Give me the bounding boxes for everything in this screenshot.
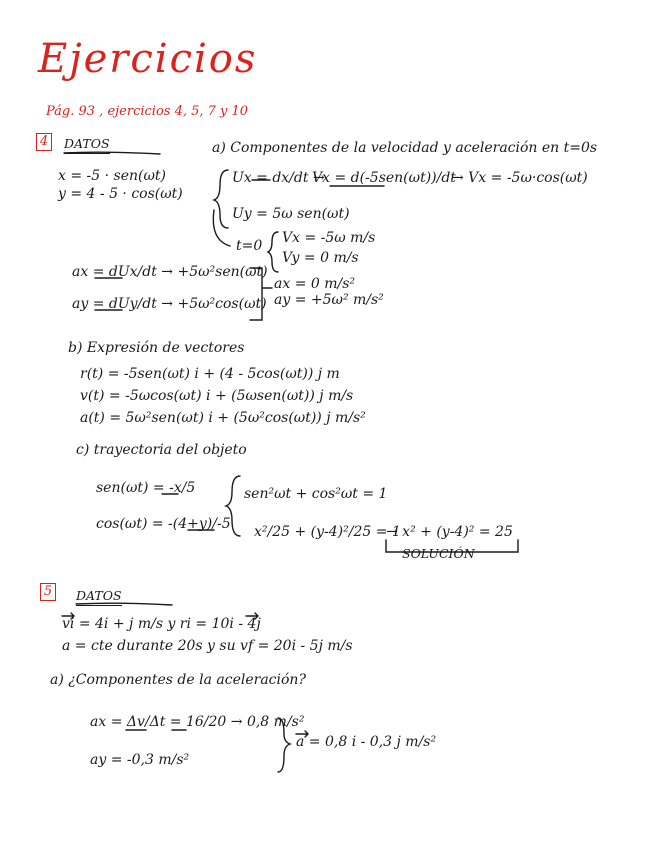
- ex4-vy-equation: Uy = 5ω sen(ωt): [232, 206, 350, 222]
- ex4-accel-bracket: [250, 268, 262, 320]
- ex5-ay-equation: ay = -0,3 m/s²: [90, 752, 190, 768]
- ex5-part-a-heading: a) ¿Componentes de la aceleración?: [50, 672, 306, 688]
- ex4-part-a-heading: a) Componentes de la velocidad y aceleración en t=0s: [212, 140, 598, 156]
- ex4-acceleration-vector: a(t) = 5ω²sen(ωt) i + (5ω²cos(ωt)) j m/s²: [80, 410, 366, 426]
- ex4-x-equation: x = -5 · sen(ωt): [58, 168, 166, 184]
- ex4-trig-identity: sen²ωt + cos²ωt = 1: [244, 486, 388, 502]
- ex5-ax-equation: ax = Δv/Δt = 16/20 → 0,8 m/s²: [90, 714, 305, 730]
- ex4-solution-label: SOLUCIÓN: [402, 546, 475, 561]
- ex4-solution-underline: [386, 540, 518, 552]
- ex4-part-c-heading: c) trayectoria del objeto: [76, 442, 247, 458]
- ex5-constant-acceleration: a = cte durante 20s y su vf = 20i - 5j m/s: [62, 638, 353, 654]
- ex5-accel-brace: [278, 718, 290, 772]
- ex4-trajectory-brace: [226, 476, 240, 536]
- ex4-t0-label: t=0: [236, 238, 263, 254]
- ex4-datos-label: DATOS: [64, 136, 110, 154]
- exercise-4-number: 4: [36, 133, 52, 151]
- ex4-ax-equation: ax = dUx/dt → +5ω²sen(ωt): [72, 264, 268, 280]
- ex4-t0-brace: [268, 232, 278, 272]
- exercise-5-number: 5: [40, 583, 56, 601]
- ex4-vx-at-t0: Vx = -5ω m/s: [282, 230, 376, 246]
- ex4-velocity-brace: [214, 170, 228, 228]
- ex4-vx-definition: Ux = dx/dt →: [232, 170, 325, 186]
- ex5-acceleration-vector: a = 0,8 i - 0,3 j m/s²: [296, 734, 437, 750]
- page-title: Ejercicios: [38, 36, 258, 82]
- ex4-cos-equation: cos(ωt) = -(4+y)/-5: [96, 516, 231, 532]
- ex4-y-equation: y = 4 - 5 · cos(ωt): [58, 186, 183, 202]
- ex4-ax-at-t0: ax = 0 m/s²: [274, 276, 356, 292]
- ex4-datos-underline: [64, 152, 160, 154]
- page-subtitle: Pág. 93 , ejercicios 4, 5, 7 y 10: [46, 104, 249, 119]
- ex4-position-vector: r(t) = -5sen(ωt) i + (4 - 5cos(ωt)) j m: [80, 366, 340, 382]
- ex5-datos-underline: [76, 603, 172, 605]
- ex4-vy-at-t0: Vy = 0 m/s: [282, 250, 359, 266]
- ex4-part-b-heading: b) Expresión de vectores: [68, 340, 245, 356]
- ex5-datos-label: DATOS: [76, 588, 122, 606]
- ex5-initial-velocity: vi = 4i + j m/s y ri = 10i - 4j: [62, 616, 261, 632]
- ex4-vx-derivative: Vx = d(-5sen(ωt))/dt: [312, 170, 456, 186]
- ex4-vx-result: → Vx = -5ω·cos(ωt): [452, 170, 588, 186]
- ex4-ay-at-t0: ay = +5ω² m/s²: [274, 292, 384, 308]
- ex4-ellipse-equation: x²/25 + (y-4)²/25 = 1: [254, 524, 401, 540]
- ex4-ay-equation: ay = dUy/dt → +5ω²cos(ωt): [72, 296, 267, 312]
- ex4-circle-result: → x² + (y-4)² = 25: [386, 524, 513, 540]
- ex4-velocity-vector: v(t) = -5ωcos(ωt) i + (5ωsen(ωt)) j m/s: [80, 388, 354, 404]
- ex4-sen-equation: sen(ωt) = -x/5: [96, 480, 196, 496]
